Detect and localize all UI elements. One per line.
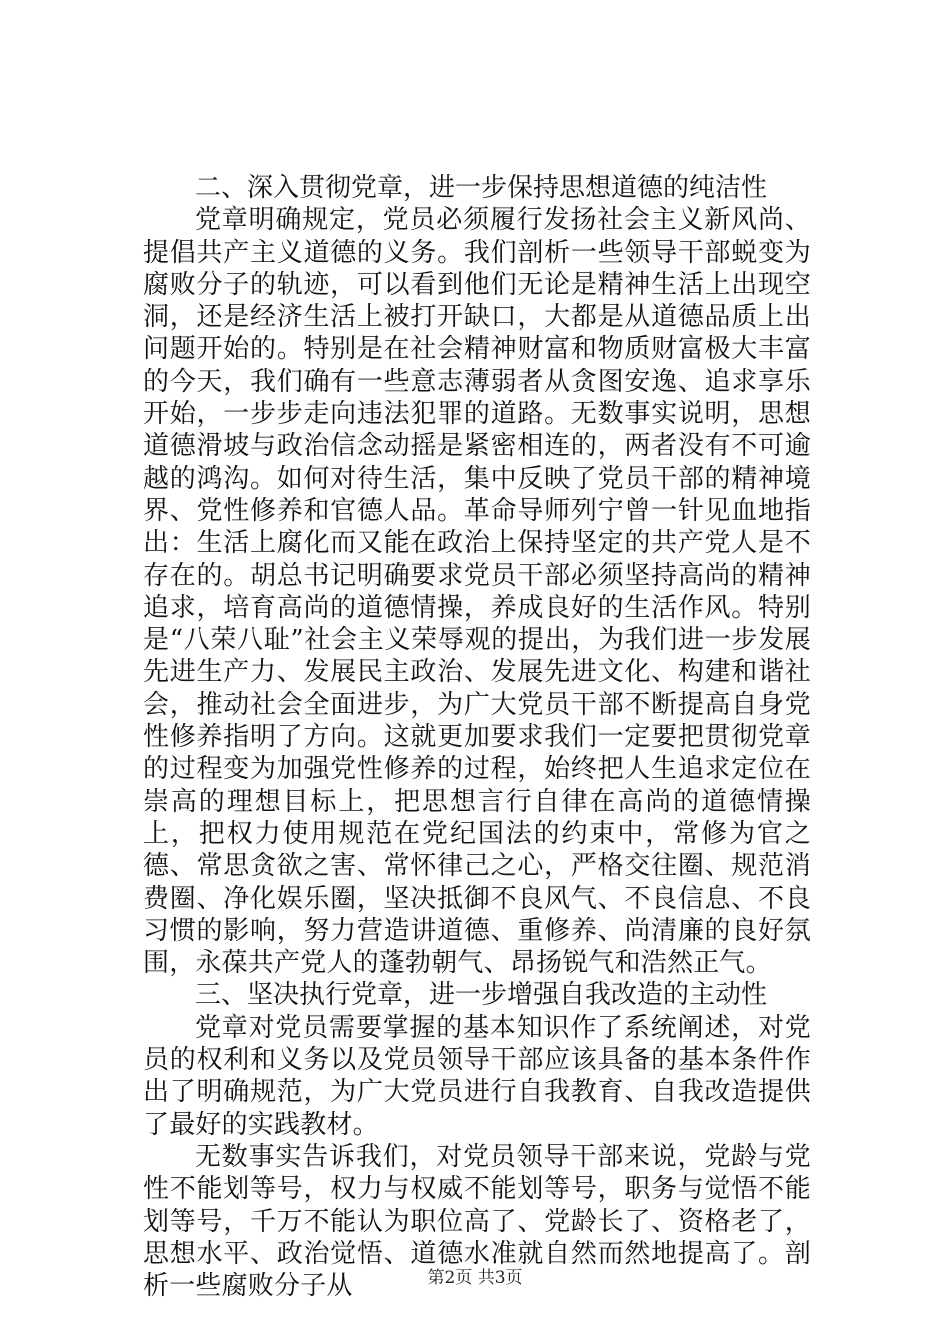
section-3-paragraph-2: 无数事实告诉我们，对党员领导干部来说，党龄与党性不能划等号，权力与权威不能划等号，职务与觉悟不能划等号，千万不能认为职位高了、党龄长了、资格老了，思想水平、政治觉悟、道德水准就自然而然地提高了。剖析一些腐败分子从	[143, 1141, 811, 1302]
document-body	[143, 172, 811, 1302]
page-number-footer: 第2页 共3页	[427, 1268, 523, 1288]
section-3-heading: 三、坚决执行党章，进一步增强自我改造的主动性	[195, 980, 768, 1011]
section-2-paragraph: 党章明确规定，党员必须履行发扬社会主义新风尚、提倡共产主义道德的义务。我们剖析一些领导干部蜕变为腐败分子的轨迹，可以看到他们无论是精神生活上出现空洞，还是经济生活上被打开缺口，大都是从道德品质上出问题开始的。特别是在社会精神财富和物质财富极大丰富的今天，我们确有一些意志薄弱者从贪图安逸、追求享乐开始，一步步走向违法犯罪的道路。无数事实说明，思想道德滑坡与政治信念动摇是紧密相连的，两者没有不可逾越的鸿沟。如何对待生活，集中反映了党员干部的精神境界、党性修养和官德人品。革命导师列宁曾一针见血地指出：生活上腐化而又能在政治上保持坚定的共产党人是不存在的。胡总书记明确要求党员干部必须坚持高尚的精神追求，培育高尚的道德情操，养成良好的生活作风。特别是“八荣八耻”社会主义荣辱观的提出，为我们进一步发展先进生产力、发展民主政治、发展先进文化、构建和谐社会，推动社会全面进步，为广大党员干部不断提高自身党性修养指明了方向。这就更加要求我们一定要把贯彻党章的过程变为加强党性修养的过程，始终把人生追求定位在崇高的理想目标上，把思想言行自律在高尚的道德情操上，把权力使用规范在党纪国法的约束中，常修为官之德、常思贪欲之害、常怀律己之心，严格交往圈、规范消费圈、净化娱乐圈，坚决抵御不良风气、不良信息、不良习惯的影响，努力营造讲道德、重修养、尚清廉的良好氛围，永葆共产党人的蓬勃朝气、昂扬锐气和浩然正气。	[143, 205, 811, 979]
section-3-paragraph-1: 党章对党员需要掌握的基本知识作了系统阐述，对党员的权利和义务以及党员领导干部应该具备的基本条件作出了明确规范，为广大党员进行自我教育、自我改造提供了最好的实践教材。	[143, 1012, 811, 1140]
section-2-heading: 二、深入贯彻党章，进一步保持思想道德的纯洁性	[195, 173, 768, 203]
